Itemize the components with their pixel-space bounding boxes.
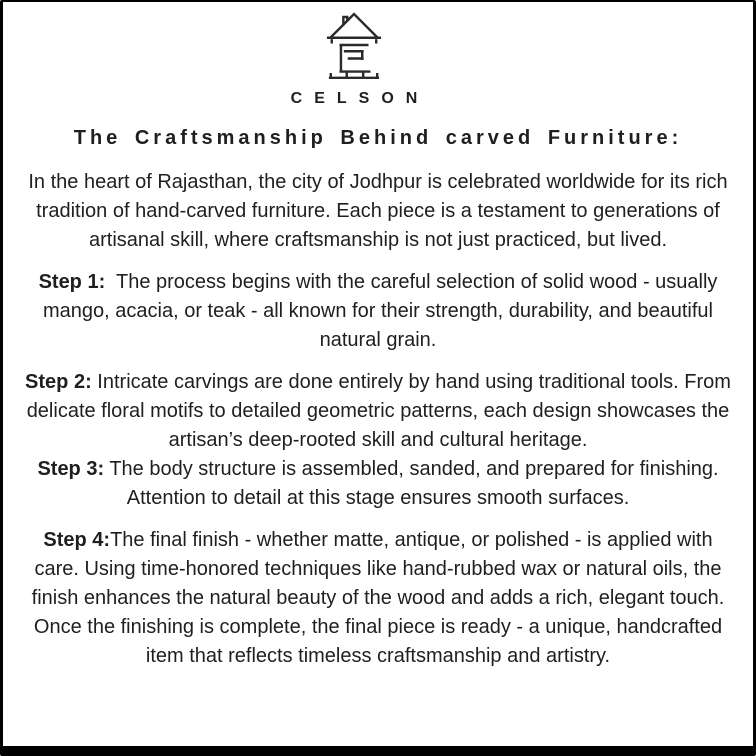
brand-block bbox=[1, 8, 707, 111]
step-2-label: Step 2: bbox=[25, 371, 92, 393]
step-3-paragraph bbox=[25, 455, 731, 513]
step-1-paragraph bbox=[25, 268, 731, 355]
step-3-label: Step 3: bbox=[37, 458, 105, 480]
intro-text: In the heart of Rajasthan, the city of Jodhpur is celebrated worldwide for its rich tradition of hand-carved furniture. Each piece is a testament to generations of artisanal skill, where craftsmanship is not just practiced, but lived. bbox=[28, 171, 734, 251]
intro-paragraph bbox=[25, 168, 734, 255]
step-4-text: The final finish - whether matte, antique, or polished - is applied with care. Using time-honored techniques like hand-rubbed wax or natural oils, the finish enhances the natural beauty of the wood and adds a rich, elegant touch. bbox=[31, 529, 728, 609]
step-1-label: Step 1: bbox=[38, 271, 106, 293]
step-4-label: Step 4: bbox=[43, 529, 111, 551]
page-title: The Craftsmanship Behind carved Furniture: bbox=[73, 127, 683, 149]
step-4-paragraph bbox=[25, 526, 731, 613]
step-1-text: The process begins with the careful selection of solid wood - usually mango, acacia, or teak - all known for their strength, durability, and beautiful natural grain. bbox=[43, 271, 723, 351]
closing-paragraph bbox=[25, 613, 731, 671]
brand-name: CELSON bbox=[290, 90, 430, 107]
closing-text: Once the finishing is complete, the final piece is ready - a unique, handcrafted item that reflects timeless craftsmanship and artistry. bbox=[33, 616, 728, 667]
celson-house-logo-icon bbox=[325, 8, 383, 81]
step-3-text: The body structure is assembled, sanded, and prepared for finishing. Attention to detail at this stage ensures smooth surfaces. bbox=[104, 458, 724, 509]
step-2-paragraph bbox=[25, 368, 737, 455]
roof-outline bbox=[331, 14, 377, 37]
step-2-text: Intricate carvings are done entirely by hand using traditional tools. From delicate floral motifs to detailed geometric patterns, each design showcases the artisan’s deep-rooted skill and cultural heritage. bbox=[26, 371, 737, 451]
